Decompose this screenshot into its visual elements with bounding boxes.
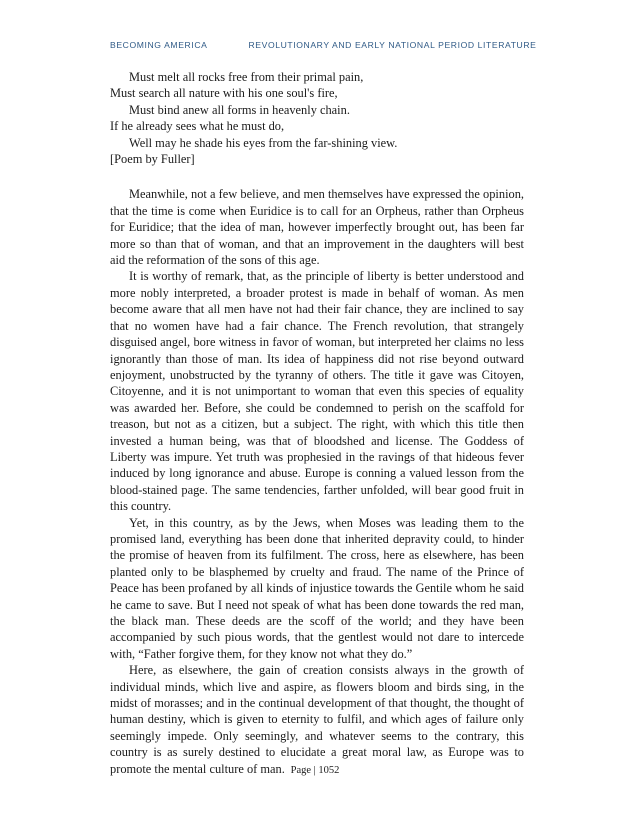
body-paragraph: Yet, in this country, as by the Jews, when Moses was leading them to the promised land, everything has been done that inherited depravity could, to hinder the promise of heaven from its fulfilment. The cross, here as elsewhere, has been planted only to be blasphemed by cruelty and fraud. The name of the Prince of Peace has been profaned by all kinds of injustice towards the Gentile whom he said he came to save. But I need not speak of what has been done towards the red man, the black man. These deeds are the scoff of the world; and they have been accompanied by such pious words, that the gentlest would not dare to intercede with, “Father forgive them, for they know not what they do.” [110,515,524,661]
page-number: Page | 1052 [290,765,340,776]
poem-line: Well may he shade his eyes from the far-shining view. [129,135,398,150]
book-title: BECOMING AMERICA [110,40,208,50]
poem-line: Must bind anew all forms in heavenly chain. [129,102,350,117]
page-content [110,69,524,777]
body-paragraph: It is worthy of remark, that, as the principle of liberty is better understood and more nobly interpreted, a broader protest is made in behalf of woman. As men become aware that all men have not had their fair chance, they are inclined to say that no women have had a fair chance. The French revolution, that strangely disguised angel, bore witness in favor of woman, but interpreted her claims no less ignorantly than those of man. Its idea of happiness did not rise beyond outward enjoyment, unobstructed by the tyranny of others. The title it gave was Citoyen, Citoyenne, and it is not unimportant to woman that even this species of equality was awarded her. Before, she could be condemned to perish on the scaffold for treason, but not as a citizen, but a subject. The right, with which this title then invested a human being, was that of bloodshed and license. The Goddess of Liberty was impure. Yet truth was prophesied in the ravings of that hideous fever induced by long ignorance and abuse. Europe is conning a valued lesson from the blood-stained page. The same tendencies, farther unfolded, will bear good fruit in this country. [110,269,524,514]
poem-line: Must melt all rocks free from their primal pain, [129,70,364,84]
poem-line: If he already sees what he must do, [110,119,285,134]
body-paragraph: Meanwhile, not a few believe, and men themselves have expressed the opinion, that the time is come when Euridice is to call for an Orpheus, rather than Orpheus for Euridice; that the idea of man, however imperfectly brought out, has been far more so than that of woman, and that an improvement in the daughters will best aid the reformation of the sons of this age. [110,187,524,268]
poem-line: Must search all nature with his one soul's fire, [110,86,338,101]
body-paragraph: Here, as elsewhere, the gain of creation consists always in the growth of individual minds, which live and aspire, as flowers bloom and birds sing, in the midst of morasses; and in the continual development of that thought, the thought of human destiny, which is given to eternity to fulfil, and which ages of failure only seemingly impede. Only seemingly, and whatever seems to the contrary, this country is as surely destined to elucidate a great moral law, as Europe was to promote the mental culture of man. [110,663,524,776]
section-title: REVOLUTIONARY AND EARLY NATIONAL PERIOD LITERATURE [248,40,537,50]
poem-attribution: [Poem by Fuller] [110,152,195,167]
poem-excerpt [110,69,524,167]
running-header [110,40,537,50]
